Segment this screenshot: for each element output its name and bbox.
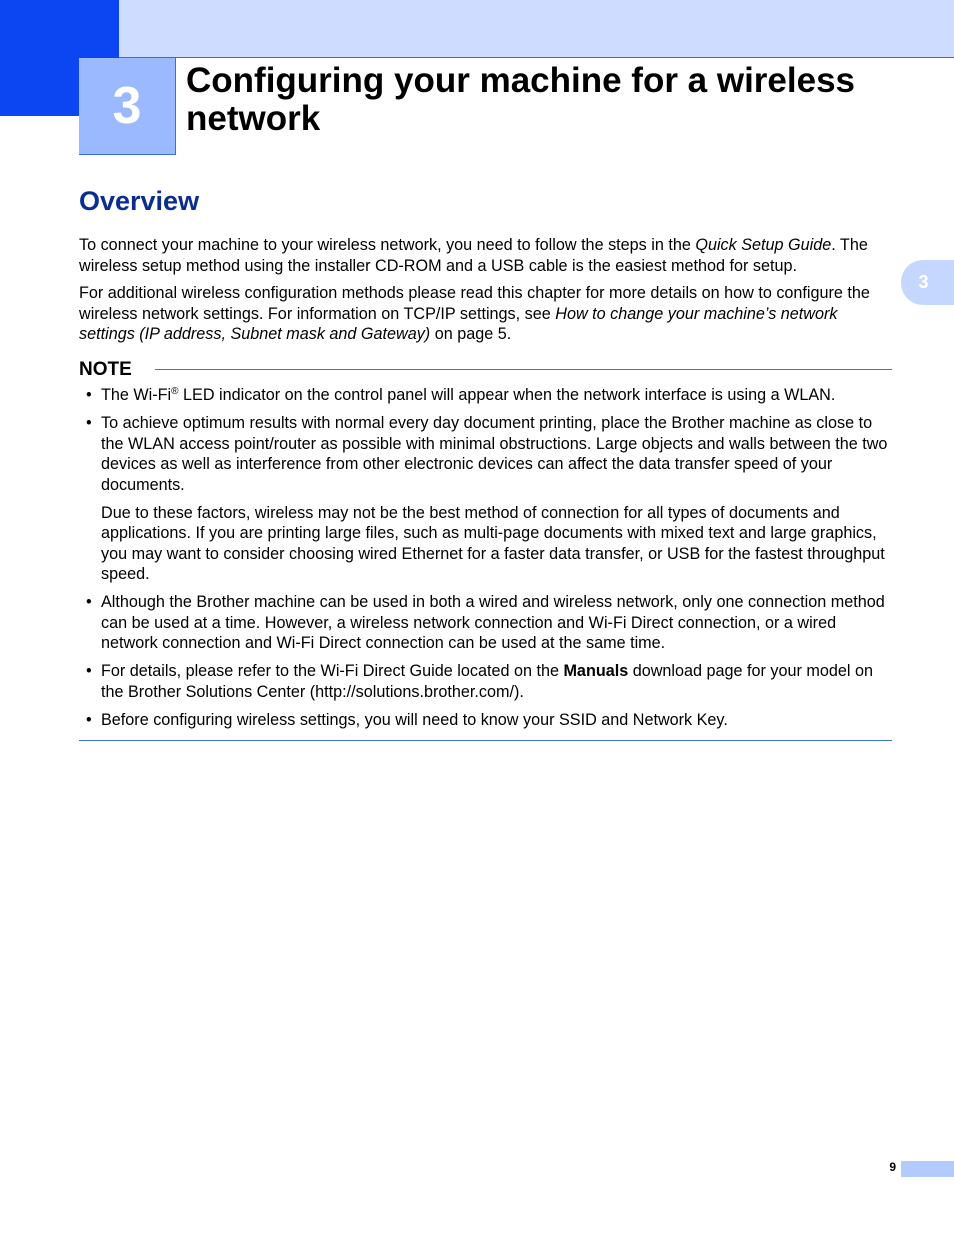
- bullet-symbol: •: [86, 593, 92, 611]
- note-bullet-4: [79, 661, 894, 702]
- note-divider: [155, 369, 892, 370]
- bullet-3-text: Although the Brother machine can be used in both a wired and wireless network, only one connection method can be used at a time. However, a wireless network connection and Wi-Fi Direct connection, or a wired network connection and Wi-Fi Direct connection can be used at the same time.: [101, 593, 885, 652]
- page-number: 9: [889, 1160, 896, 1174]
- note-bullet-list: [79, 385, 894, 738]
- note-bullet-1: [79, 385, 894, 406]
- note-header: [79, 358, 892, 382]
- manuals-label: Manuals: [563, 662, 629, 680]
- header-band: [0, 0, 954, 58]
- paragraph-2-text: For additional wireless configuration methods please read this chapter for more details on how to configure the wireless network settings. For information on TCP/IP settings, see: [79, 284, 870, 323]
- bullet-symbol: •: [86, 414, 92, 432]
- chapter-side-tab-number: 3: [918, 272, 929, 292]
- note-bullet-2: [79, 413, 894, 585]
- bullet-1-text: The Wi-Fi: [101, 386, 172, 404]
- bullet-4-text-end: download page for your model on the Brother Solutions Center (http://solutions.brother.com/).: [101, 662, 874, 701]
- note-label: NOTE: [79, 359, 132, 380]
- bullet-2-paragraph-2: Due to these factors, wireless may not be the best method of connection for all types of documents and applications. If you are printing large files, such as multi-page documents with mixed text and large graphics, you may want to consider choosing wired Ethernet for a faster data transfer, or USB for the fastest throughput speed.: [101, 503, 885, 583]
- paragraph-1-text-end: . The wireless setup method using the installer CD-ROM and a USB cable is the easiest method for setup.: [79, 236, 868, 275]
- paragraph-2: [79, 283, 894, 345]
- chapter-title: Configuring your machine for a wireless network: [186, 61, 856, 138]
- chapter-number-box: [79, 58, 176, 155]
- note-end-divider: [79, 740, 892, 741]
- chapter-number: 3: [112, 77, 142, 135]
- chapter-side-tab: [901, 260, 954, 305]
- bullet-1-text-end: LED indicator on the control panel will appear when the network interface is using a WLAN.: [178, 386, 836, 404]
- bullet-4-text: For details, please refer to the Wi-Fi Direct Guide located on the: [101, 662, 564, 680]
- paragraph-1-text: To connect your machine to your wireless network, you need to follow the steps in the: [79, 236, 696, 254]
- bullet-symbol: •: [86, 710, 92, 729]
- section-title: Overview: [79, 186, 200, 216]
- quick-setup-guide-ref: Quick Setup Guide: [695, 236, 832, 254]
- bullet-symbol: •: [86, 662, 92, 680]
- bullet-symbol: •: [86, 386, 92, 404]
- note-bullet-5: [79, 710, 894, 731]
- footer-bar: [901, 1161, 954, 1177]
- cross-reference: How to change your machine’s network settings (IP address, Subnet mask and Gateway): [79, 304, 838, 343]
- note-bullet-3: [79, 592, 894, 654]
- bullet-2-paragraph-1: To achieve optimum results with normal every day document printing, place the Brother machine as close to the WLAN access point/router as possible with minimal obstructions. Large objects and walls between the two devices as well as interference from other electronic devices can affect the data transfer speed of your documents.: [101, 414, 888, 494]
- paragraph-2-text-end: on page 5.: [430, 325, 512, 343]
- registered-mark: ®: [171, 386, 179, 397]
- bullet-5-text: Before configuring wireless settings, you will need to know your SSID and Network Key.: [101, 710, 728, 729]
- paragraph-1: [79, 235, 894, 276]
